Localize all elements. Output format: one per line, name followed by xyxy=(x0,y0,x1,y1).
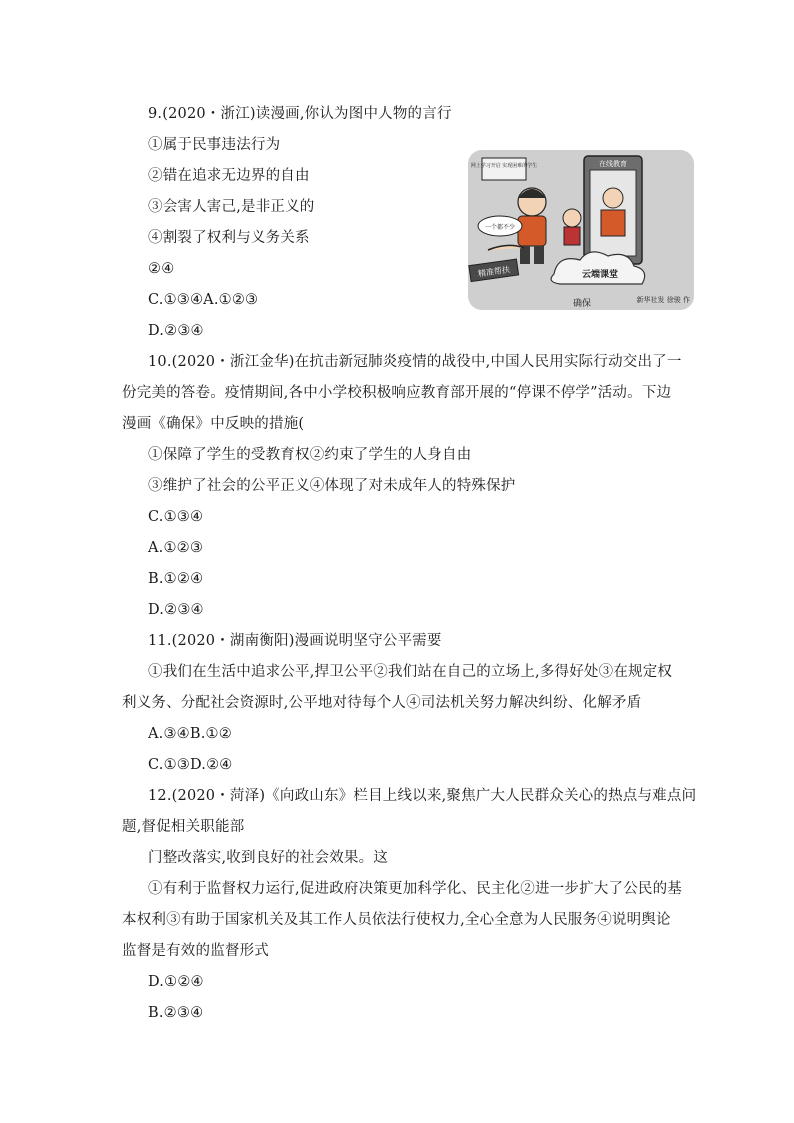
q9-statement-1: ①属于民事违法行为 xyxy=(148,137,281,153)
caption-credit: 新华社发 徐骏 作 xyxy=(636,296,690,304)
q9-answer-3: D.②③④ xyxy=(148,323,204,339)
q10-title-line-3: 漫画《确保》中反映的措施( xyxy=(122,416,305,432)
q12-title-line-3: 门整改落实,收到良好的社会效果。这 xyxy=(148,850,389,866)
q10-answer-3: B.①②④ xyxy=(148,571,204,587)
board-right-label: 在线教育 xyxy=(599,160,627,168)
q12-answer-1: D.①②④ xyxy=(148,974,204,990)
q12-answer-2: B.②③④ xyxy=(148,1005,204,1021)
q12-statement-line-3: 监督是有效的监督形式 xyxy=(122,943,269,959)
q10-statement-2: ③维护了社会的公平正义④体现了对未成年人的特殊保护 xyxy=(148,478,516,494)
caption-title: 确保 xyxy=(572,299,592,309)
sign-label: 精准帮扶 xyxy=(477,265,511,279)
cartoon-image xyxy=(468,150,694,310)
q9-answer-2: C.①③④A.①②③ xyxy=(148,292,259,308)
q11-title: 11.(2020・湖南衡阳)漫画说明坚守公平需要 xyxy=(148,633,442,649)
q12-title-line-1: 12.(2020・菏泽)《向政山东》栏目上线以来,聚焦广大人民群众关心的热点与难点问 xyxy=(148,788,697,804)
q11-answer-2: C.①③D.②④ xyxy=(148,757,233,773)
q9-statement-2: ②错在追求无边界的自由 xyxy=(148,168,310,184)
q10-answer-2: A.①②③ xyxy=(148,540,204,556)
q11-statement-line-2: 利义务、分配社会资源时,公平地对待每个人④司法机关努力解决纠纷、化解矛盾 xyxy=(122,695,642,711)
q12-statement-line-2: 本权利③有助于国家机关及其工作人员依法行使权力,全心全意为人民服务④说明舆论 xyxy=(122,912,671,928)
cloud-label: 云端课堂 xyxy=(581,270,619,280)
q12-title-line-2: 题,督促相关职能部 xyxy=(122,819,245,835)
q11-answer-1: A.③④B.①② xyxy=(148,726,232,742)
q9-answer-1: ②④ xyxy=(148,261,175,277)
q10-answer-1: C.①③④ xyxy=(148,509,204,525)
q12-statement-line-1: ①有利于监督权力运行,促进政府决策更加科学化、民主化②进一步扩大了公民的基 xyxy=(148,881,683,897)
q10-title-line-2: 份完美的答卷。疫情期间,各中小学校积极响应教育部开展的“停课不停学”活动。下边 xyxy=(122,385,672,401)
q9-statement-3: ③会害人害己,是非正义的 xyxy=(148,199,315,215)
q10-statement-1: ①保障了学生的受教育权②约束了学生的人身自由 xyxy=(148,447,472,463)
q9-statement-4: ④割裂了权利与义务关系 xyxy=(148,230,310,246)
speech-text: 一个都不少 xyxy=(484,224,516,231)
q11-statement-line-1: ①我们在生活中追求公平,捍卫公平②我们站在自己的立场上,多得好处③在规定权 xyxy=(148,664,673,680)
q10-title-line-1: 10.(2020・浙江金华)在抗击新冠肺炎疫情的战役中,中国人民用实际行动交出了一 xyxy=(148,354,682,370)
q9-title: 9.(2020・浙江)读漫画,你认为图中人物的言行 xyxy=(148,106,452,122)
board-top-label: 网上学习开启 实现困难的学生 xyxy=(470,163,538,169)
q10-answer-4: D.②③④ xyxy=(148,602,204,618)
